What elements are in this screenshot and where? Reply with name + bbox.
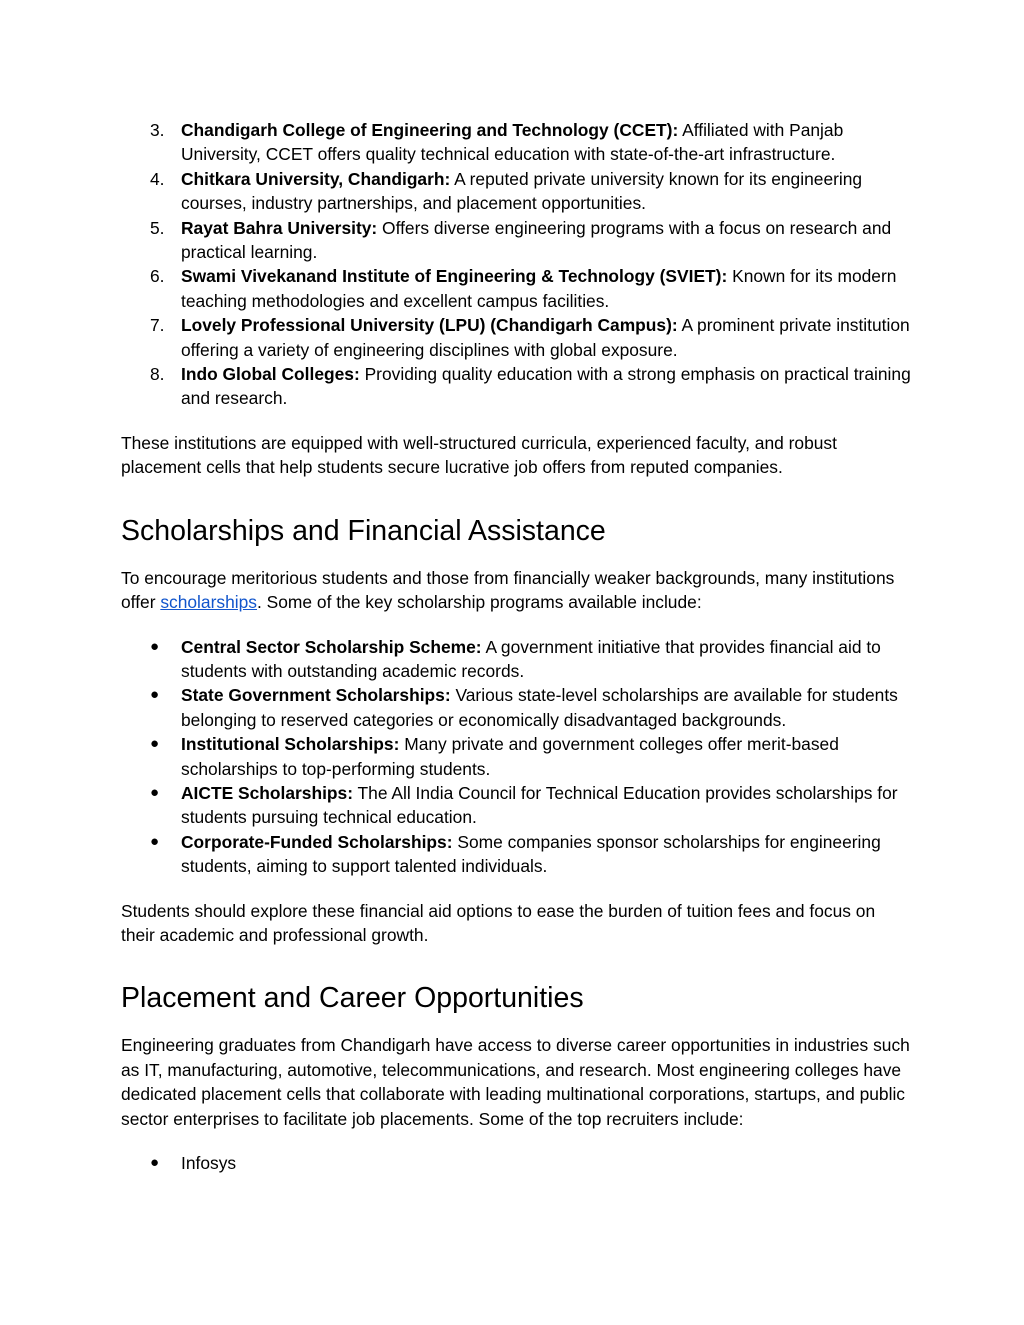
scholarship-name: Institutional Scholarships: bbox=[181, 734, 400, 755]
institutions-list bbox=[121, 118, 911, 411]
scholarships-intro-text: To encourage meritorious students and those from financially weaker backgrounds, many institutions offer bbox=[121, 567, 895, 613]
institution-name: Chitkara University, Chandigarh: bbox=[181, 168, 451, 189]
scholarship-name: State Government Scholarships: bbox=[181, 685, 451, 706]
scholarships-list bbox=[121, 635, 911, 879]
list-number: 5. bbox=[150, 217, 165, 238]
scholarship-description: Some companies sponsor scholarships for engineering students, aiming to support talented individuals. bbox=[181, 831, 881, 877]
list-item bbox=[121, 683, 911, 732]
bullet-icon: ● bbox=[150, 832, 160, 850]
list-number: 4. bbox=[150, 168, 165, 189]
institution-name: Rayat Bahra University: bbox=[181, 217, 378, 238]
list-item bbox=[121, 830, 911, 879]
list-item bbox=[121, 732, 911, 781]
list-item bbox=[121, 118, 911, 167]
bullet-icon: ● bbox=[150, 735, 160, 753]
list-item bbox=[121, 635, 911, 684]
recruiters-list bbox=[121, 1151, 911, 1175]
institution-name: Lovely Professional University (LPU) (Chandigarh Campus): bbox=[181, 315, 678, 336]
list-item bbox=[121, 362, 911, 411]
list-item bbox=[121, 313, 911, 362]
scholarship-description: The All India Council for Technical Education provides scholarships for students pursuing technical education. bbox=[181, 782, 898, 828]
institution-name: Indo Global Colleges: bbox=[181, 364, 360, 385]
list-number: 3. bbox=[150, 120, 165, 140]
scholarships-heading: Scholarships and Financial Assistance bbox=[121, 514, 606, 547]
list-item bbox=[121, 781, 911, 830]
institutions-summary-paragraph: These institutions are equipped with well-structured curricula, experienced faculty, and robust placement cells that help students secure lucrative job offers from reputed companies. bbox=[121, 432, 837, 478]
scholarships-intro-text-end: . Some of the key scholarship programs available include: bbox=[257, 592, 702, 613]
bullet-icon: ● bbox=[150, 637, 160, 655]
bullet-icon: ● bbox=[150, 1154, 160, 1171]
bullet-icon: ● bbox=[150, 686, 160, 704]
institution-description: Known for its modern teaching methodologies and excellent campus facilities. bbox=[181, 266, 897, 311]
scholarships-link[interactable]: scholarships bbox=[160, 592, 257, 613]
institution-description: Providing quality education with a strong emphasis on practical training and research. bbox=[181, 364, 911, 409]
institution-name: Chandigarh College of Engineering and Technology (CCET): bbox=[181, 120, 679, 140]
institution-description: Affiliated with Panjab University, CCET offers quality technical education with state-of-the-art infrastructure. bbox=[181, 120, 844, 165]
list-number: 7. bbox=[150, 315, 165, 336]
list-item bbox=[121, 167, 911, 216]
placement-heading: Placement and Career Opportunities bbox=[121, 982, 584, 1015]
scholarship-name: Corporate-Funded Scholarships: bbox=[181, 831, 453, 852]
institution-description: A reputed private university known for its engineering courses, industry partnerships, and placement opportunities. bbox=[181, 168, 863, 214]
list-number: 8. bbox=[150, 364, 165, 385]
list-item bbox=[121, 1151, 911, 1175]
document-page bbox=[121, 118, 911, 1175]
scholarships-closing-paragraph: Students should explore these financial aid options to ease the burden of tuition fees and focus on their academic and professional growth. bbox=[121, 900, 876, 945]
list-number: 6. bbox=[150, 266, 165, 287]
scholarship-description: A government initiative that provides financial aid to students with outstanding academic records. bbox=[181, 636, 881, 681]
scholarships-intro-paragraph bbox=[121, 566, 911, 615]
institution-name: Swami Vivekanand Institute of Engineering & Technology (SVIET): bbox=[181, 266, 728, 287]
scholarship-name: AICTE Scholarships: bbox=[181, 782, 354, 803]
institution-description: A prominent private institution offering a variety of engineering disciplines with global exposure. bbox=[181, 315, 910, 360]
placement-intro-paragraph: Engineering graduates from Chandigarh have access to diverse career opportunities in industries such as IT, manufacturing, automotive, telecommunications, and research. Most engineering colleges have dedicated placement cells that collaborate with leading multinational corporations, startups, and public sector enterprises to facilitate job placements. Some of the top recruiters include: bbox=[121, 1035, 910, 1129]
scholarship-name: Central Sector Scholarship Scheme: bbox=[181, 636, 482, 657]
list-item bbox=[121, 216, 911, 265]
list-item bbox=[121, 264, 911, 313]
scholarship-description: Many private and government colleges offer merit-based scholarships to top-performing students. bbox=[181, 734, 839, 779]
scholarship-description: Various state-level scholarships are available for students belonging to reserved categories or economically disadvantaged backgrounds. bbox=[181, 685, 898, 730]
bullet-icon: ● bbox=[150, 783, 160, 801]
institution-description: Offers diverse engineering programs with a focus on research and practical learning. bbox=[181, 217, 892, 263]
recruiter-name: Infosys bbox=[181, 1153, 237, 1173]
